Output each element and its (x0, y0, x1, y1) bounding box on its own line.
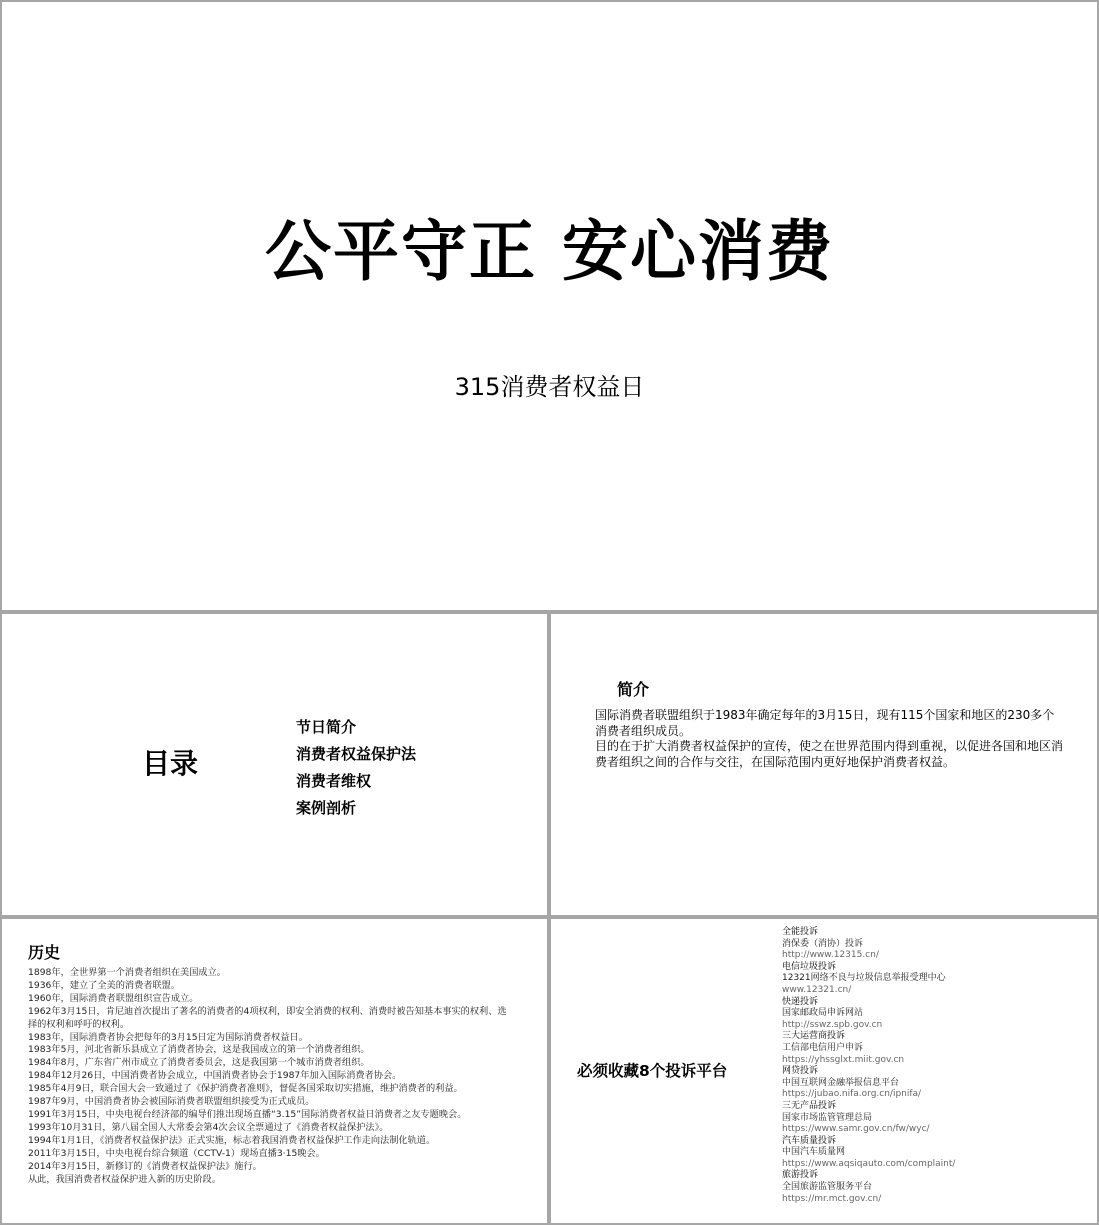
platform-category: 汽车质量投诉 (782, 1135, 837, 1146)
toc-slide[interactable] (2, 614, 547, 915)
platform-category: 三大运营商投诉 (782, 1031, 846, 1042)
history-item: 1994年1月1日，《消费者权益保护法》正式实施，标志着我国消费者权益保护工作走向法制化轨道。 (28, 1134, 436, 1146)
platform-category: 三无产品投诉 (782, 1100, 837, 1111)
platform-name: 工信部电信用户申诉 (782, 1042, 864, 1053)
history-item: 1987年9月，中国消费者协会被国际消费者联盟组织接受为正式成员。 (28, 1096, 315, 1108)
history-slide[interactable] (2, 919, 547, 1223)
platform-name: 国家邮政局申诉网站 (782, 1008, 864, 1019)
history-item: 1962年3月15日，肯尼迪首次提出了著名的消费者的4项权利，即安全消费的权利、消费时被告知基本事实的权利、选择的权利和呼吁的权利。 (28, 1005, 507, 1030)
toc-title: 目录 (142, 747, 199, 780)
platform-category: 网贷投诉 (782, 1066, 819, 1077)
history-item: 2014年3月15日，新修订的《消费者权益保护法》施行。 (28, 1160, 262, 1172)
history-item: 1936年，建立了全美的消费者联盟。 (28, 979, 181, 991)
toc-item: 消费者维权 (296, 772, 372, 790)
history-list (28, 967, 510, 1186)
toc-item: 节日简介 (296, 718, 357, 736)
history-item: 1984年12月26日，中国消费者协会成立，中国消费者协会于1987年加入国际消费者协会。 (28, 1070, 402, 1082)
intro-body (595, 708, 1065, 770)
platform-link[interactable]: https://www.samr.gov.cn/fw/wyc/ (782, 1124, 930, 1135)
platform-link[interactable]: https://www.aqsiqauto.com/complaint/ (782, 1158, 956, 1169)
intro-paragraph: 目的在于扩大消费者权益保护的宣传，使之在世界范围内得到重视，以促进各国和地区消费者组织之间的合作与交往，在国际范围内更好地保护消费者权益。 (595, 739, 1064, 769)
toc-item: 消费者权益保护法 (296, 745, 417, 763)
platform-category: 全能投诉 (782, 927, 819, 937)
platform-name: 消保委（消协）投诉 (782, 938, 864, 949)
intro-slide[interactable] (551, 614, 1097, 915)
history-item: 1960年，国际消费者联盟组织宣告成立。 (28, 992, 199, 1004)
history-item: 1898年，全世界第一个消费者组织在美国成立。 (28, 967, 226, 978)
platform-link[interactable]: https://mr.mct.gov.cn/ (782, 1193, 882, 1204)
title-slide[interactable] (2, 2, 1097, 610)
platform-name: 中国互联网金融举报信息平台 (782, 1077, 900, 1088)
platform-link[interactable]: www.12321.cn/ (782, 984, 852, 995)
platform-name: 中国汽车质量网 (782, 1147, 846, 1158)
toc-item: 案例剖析 (296, 799, 357, 817)
intro-paragraph: 国际消费者联盟组织于1983年确定每年的3月15日，现有115个国家和地区的230多个消费者组织成员。 (595, 708, 1055, 738)
history-heading: 历史 (28, 943, 61, 962)
platform-slide[interactable] (551, 919, 1097, 1223)
platform-heading: 必须收藏8个投诉平台 (577, 1062, 728, 1080)
history-item: 1993年10月31日，第八届全国人大常委会第4次会议全票通过了《消费者权益保护法》。 (28, 1121, 389, 1133)
platform-category: 旅游投诉 (782, 1170, 819, 1181)
history-item: 1991年3月15日，中央电视台经济部的编导们推出现场直播“3.15”国际消费者权益日消费者之友专题晚会。 (28, 1108, 467, 1120)
toc-list (296, 714, 416, 822)
history-item: 2011年3月15日，中央电视台综合频道（CCTV-1）现场直播3·15晚会。 (28, 1147, 325, 1159)
platform-link[interactable]: https://yhssglxt.miit.gov.cn (782, 1054, 905, 1065)
history-item: 从此，我国消费者权益保护进入新的历史阶段。 (28, 1173, 221, 1185)
intro-heading: 简介 (617, 680, 650, 699)
platform-name: 12321网络不良与垃圾信息举报受理中心 (782, 973, 946, 984)
history-item: 1983年，国际消费者协会把每年的3月15日定为国际消费者权益日。 (28, 1031, 308, 1043)
history-item: 1985年4月9日，联合国大会一致通过了《保护消费者准则》，督促各国采取切实措施，维护消费者的利益。 (28, 1083, 463, 1095)
platform-category: 电信垃圾投诉 (782, 961, 837, 972)
history-item: 1983年5月，河北省新乐县成立了消费者协会，这是我国成立的第一个消费者组织。 (28, 1044, 370, 1056)
main-subtitle: 315消费者权益日 (454, 373, 645, 401)
main-title: 公平守正 安心消费 (265, 213, 834, 290)
platform-name: 国家市场监管管理总局 (782, 1112, 873, 1123)
platform-link[interactable]: https://jubao.nifa.org.cn/ipnifa/ (782, 1089, 922, 1100)
platform-category: 快递投诉 (782, 996, 819, 1007)
history-item: 1984年8月，广东省广州市成立了消费者委员会，这是我国第一个城市消费者组织。 (28, 1057, 370, 1069)
platform-link[interactable]: http://sswz.spb.gov.cn (782, 1019, 883, 1030)
platform-link[interactable]: http://www.12315.cn/ (782, 950, 879, 961)
platform-name: 全国旅游监管服务平台 (782, 1182, 873, 1193)
platform-list (782, 927, 955, 1205)
